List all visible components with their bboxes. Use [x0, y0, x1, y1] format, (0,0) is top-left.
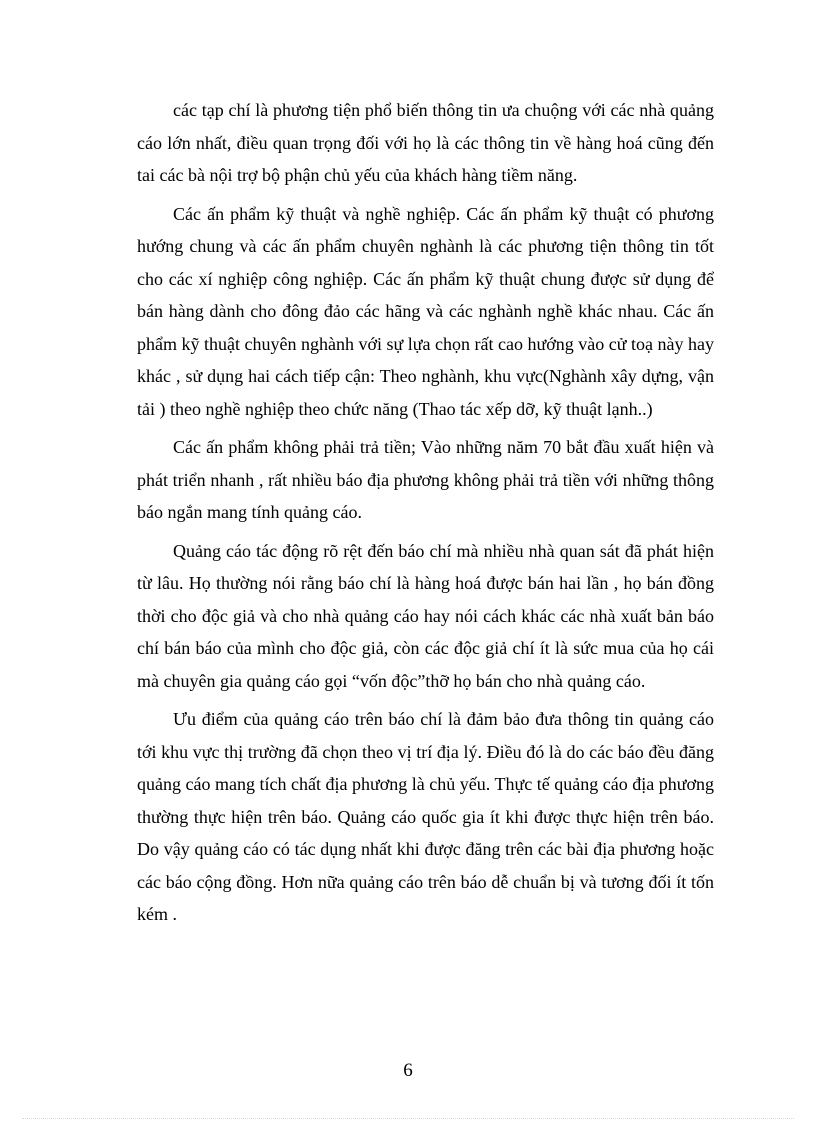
paragraph-magazines: các tạp chí là phương tiện phổ biến thông tin ưa chuộng với các nhà quảng cáo lớn nhất, điều quan trọng đối với họ là các thông tin về hàng hoá cũng đến tai các bà nội trợ bộ phận chủ yếu của khách hàng tiềm năng. — [137, 100, 714, 185]
document-body — [137, 94, 714, 937]
page-number: 6 — [403, 1060, 413, 1081]
page-bottom-divider — [22, 1118, 794, 1119]
paragraph-press-impact: Quảng cáo tác động rõ rệt đến báo chí mà nhiều nhà quan sát đã phát hiện từ lâu. Họ thường nói rằng báo chí là hàng hoá được bán hai lần , họ bán đồng thời cho độc giả và cho nhà quảng cáo hay nói cách khác các nhà xuất bản báo chí bán báo của mình cho độc giả, còn các độc giả chí ít là sức mua của họ cái mà chuyên gia quảng cáo gọi “vốn độc”thỡ họ bán cho nhà quảng cáo. — [137, 540, 714, 691]
paragraph-press-advantages: Ưu điểm của quảng cáo trên báo chí là đảm bảo đưa thông tin quảng cáo tới khu vực thị trường đã chọn theo vị trí địa lý. Điều đó là do các báo đều đăng quảng cáo mang tích chất địa phương là chủ yếu. Thực tế quảng cáo địa phương thường thực hiện trên báo. Quảng cáo quốc gia ít khi được thực hiện trên báo. Do vậy quảng cáo có tác dụng nhất khi được đăng trên các bài địa phương hoặc các báo cộng đồng. Hơn nữa quảng cáo trên báo dễ chuẩn bị và tương đối ít tốn kém . — [137, 709, 714, 924]
paragraph-free-publications: Các ấn phẩm không phải trả tiền; Vào những năm 70 bắt đầu xuất hiện và phát triển nhanh , rất nhiều báo địa phương không phải trả tiền với những thông báo ngắn mang tính quảng cáo. — [137, 437, 714, 522]
paragraph-technical-publications: Các ấn phẩm kỹ thuật và nghề nghiệp. Các ấn phẩm kỹ thuật có phương hướng chung và các ấn phẩm chuyên nghành là các phương tiện thông tin tốt cho các xí nghiệp công nghiệp. Các ấn phẩm kỹ thuật chung được sử dụng để bán hàng dành cho đông đảo các hãng và các nghành nghề khác nhau. Các ấn phẩm kỹ thuật chuyên nghành với sự lựa chọn rất cao hướng vào cử toạ này hay khác , sử dụng hai cách tiếp cận: Theo nghành, khu vực(Nghành xây dựng, vận tải ) theo nghề nghiệp theo chức năng (Thao tác xếp dỡ, kỹ thuật lạnh..) — [137, 203, 714, 419]
